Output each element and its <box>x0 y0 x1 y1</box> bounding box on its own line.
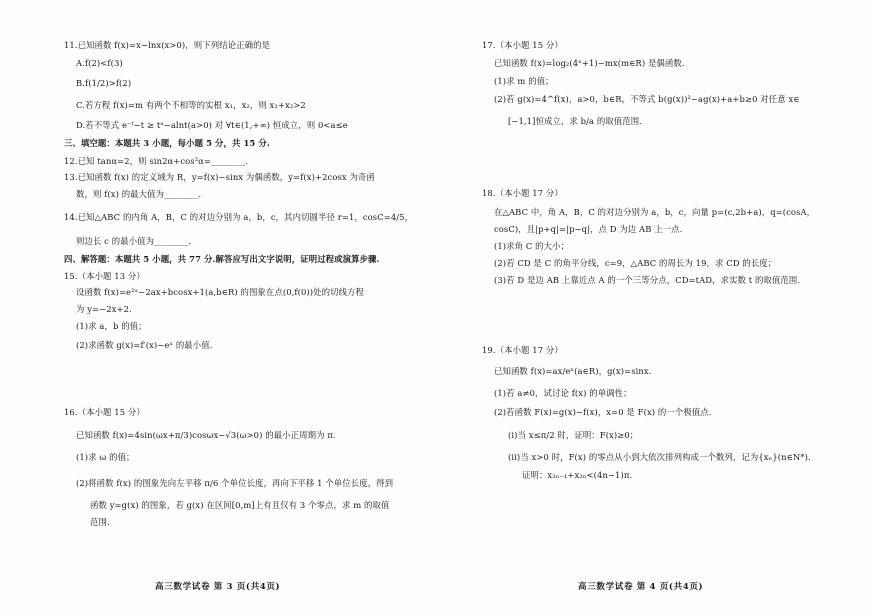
q15-part-1: (1)求 a，b 的值； <box>76 321 147 331</box>
q17-stem: 已知函数 f(x)=log₂(4ˣ+1)−mx(m∈R) 是偶函数. <box>494 58 685 68</box>
q15-stem-cont: 为 y=−2x+2. <box>76 304 132 314</box>
q15-stem: 设函数 f(x)=e²ˣ−2ax+bcosx+1(a,b∈R) 的图象在点(0,f(0))处的切线方程 <box>76 287 364 297</box>
q19-header: 19.（本小题 17 分） <box>482 345 563 355</box>
q16-part-2-end: 范围. <box>90 517 110 527</box>
q19-part-1: (1)若 a≠0，试讨论 f(x) 的单调性； <box>494 388 632 398</box>
q17-part-1: (1)求 m 的值； <box>494 76 554 86</box>
q18-header: 18.（本小题 17 分） <box>482 188 563 198</box>
q12-stem: 12.已知 tanα=2，则 sin2α+cos²α=________. <box>64 156 249 166</box>
q16-part-2-cont: 函数 y=g(x) 的图象，若 g(x) 在区间[0,m]上有且仅有 3 个零点，求 m 的取值 <box>90 500 390 510</box>
exam-page-4 <box>436 0 870 614</box>
q14-stem-cont: 则边长 c 的最小值为________. <box>76 236 192 246</box>
q11-option-a: A.f(2)<f(3) <box>76 58 123 68</box>
q16-part-1: (1)求 ω 的值； <box>76 452 135 462</box>
q15-header: 15.（本小题 13 分） <box>64 271 145 281</box>
q16-part-2: (2)将函数 f(x) 的图象先向左平移 π/6 个单位长度，再向下平移 1 个单位长度，得到 <box>76 478 394 488</box>
section-3-heading: 三、填空题：本题共 3 小题，每小题 5 分，共 15 分. <box>64 138 270 148</box>
q19-part-2-ii: (ii)当 x>0 时，F(x) 的零点从小到大依次排列构成一个数列，记为{xₙ}(n∈N*). <box>508 452 811 462</box>
q18-part-2: (2)若 CD 是 C 的角平分线，c=9，△ABC 的周长为 19，求 CD 的长度； <box>494 258 777 268</box>
q18-stem: 在△ABC 中，角 A，B，C 的对边分别为 a，b，c，向量 p=(c,2b+a)，q=(cosA， <box>494 207 816 217</box>
q18-part-1: (1)求角 C 的大小； <box>494 241 570 251</box>
q14-stem: 14.已知△ABC 的内角 A，B，C 的对边分别为 a，b，c，其内切圆半径 r=1，cosC=4/5， <box>64 212 414 222</box>
q11-option-c: C.若方程 f(x)=m 有两个不相等的实根 x₁，x₂，则 x₁+x₂>2 <box>76 100 306 110</box>
q19-part-2-ii-proof: 证明：x₂ₙ₋₁+x₂ₙ<(4n−1)π. <box>522 470 633 480</box>
exam-page-3 <box>0 0 432 614</box>
q11-option-b: B.f(1/2)>f(2) <box>76 78 132 88</box>
q19-part-2: (2)若函数 F(x)=g(x)−f(x)，x=0 是 F(x) 的一个极值点. <box>494 407 712 417</box>
page-footer: 高三数学试卷 第 4 页(共4页) <box>578 582 704 592</box>
section-4-heading: 四、解答题：本题共 5 小题，共 77 分.解答应写出文字说明，证明过程或演算步骤. <box>64 254 380 264</box>
q15-part-2: (2)求函数 g(x)=f′(x)−eˣ 的最小值. <box>76 340 213 350</box>
q18-part-3: (3)若 D 是边 AB 上靠近点 A 的一个三等分点，CD=tAD，求实数 t 的取值范围. <box>494 275 801 285</box>
q17-part-2: (2)若 g(x)=4^f(x)，a>0，b∈R，不等式 b(g(x))²−ag(x)+a+b≥0 对任意 x∈ <box>494 94 800 104</box>
q13-stem: 13.已知函数 f(x) 的定义域为 R，y=f(x)−sinx 为偶函数，y=f(x)+2cosx 为奇函 <box>64 172 375 182</box>
q19-stem: 已知函数 f(x)=ax/eˣ(a∈R)，g(x)=sinx. <box>494 366 652 376</box>
q17-header: 17.（本小题 15 分） <box>482 40 563 50</box>
q16-header: 16.（本小题 15 分） <box>64 407 145 417</box>
q11-option-d: D.若不等式 e⁻ᵗ−t ≥ tᵃ−alnt(a>0) 对 ∀t∈(1,+∞) 恒成立，则 0<a≤e <box>76 120 348 130</box>
q16-stem: 已知函数 f(x)=4sin(ωx+π/3)cosωx−√3(ω>0) 的最小正周期为 π. <box>76 430 336 440</box>
page-footer: 高三数学试卷 第 3 页(共4页) <box>155 582 281 592</box>
q17-part-2-cont: [−1,1]恒成立，求 b/a 的取值范围. <box>508 116 642 126</box>
q13-stem-cont: 数，则 f(x) 的最大值为________. <box>76 189 202 199</box>
q11-stem: 11.已知函数 f(x)=x−lnx(x>0)，则下列结论正确的是 <box>64 40 271 50</box>
q19-part-2-i: (i)当 x≤π/2 时，证明：F(x)≥0； <box>508 430 639 440</box>
q18-stem-cont: cosC)，且|p+q|=|p−q|，点 D 为边 AB 上一点. <box>494 224 683 234</box>
